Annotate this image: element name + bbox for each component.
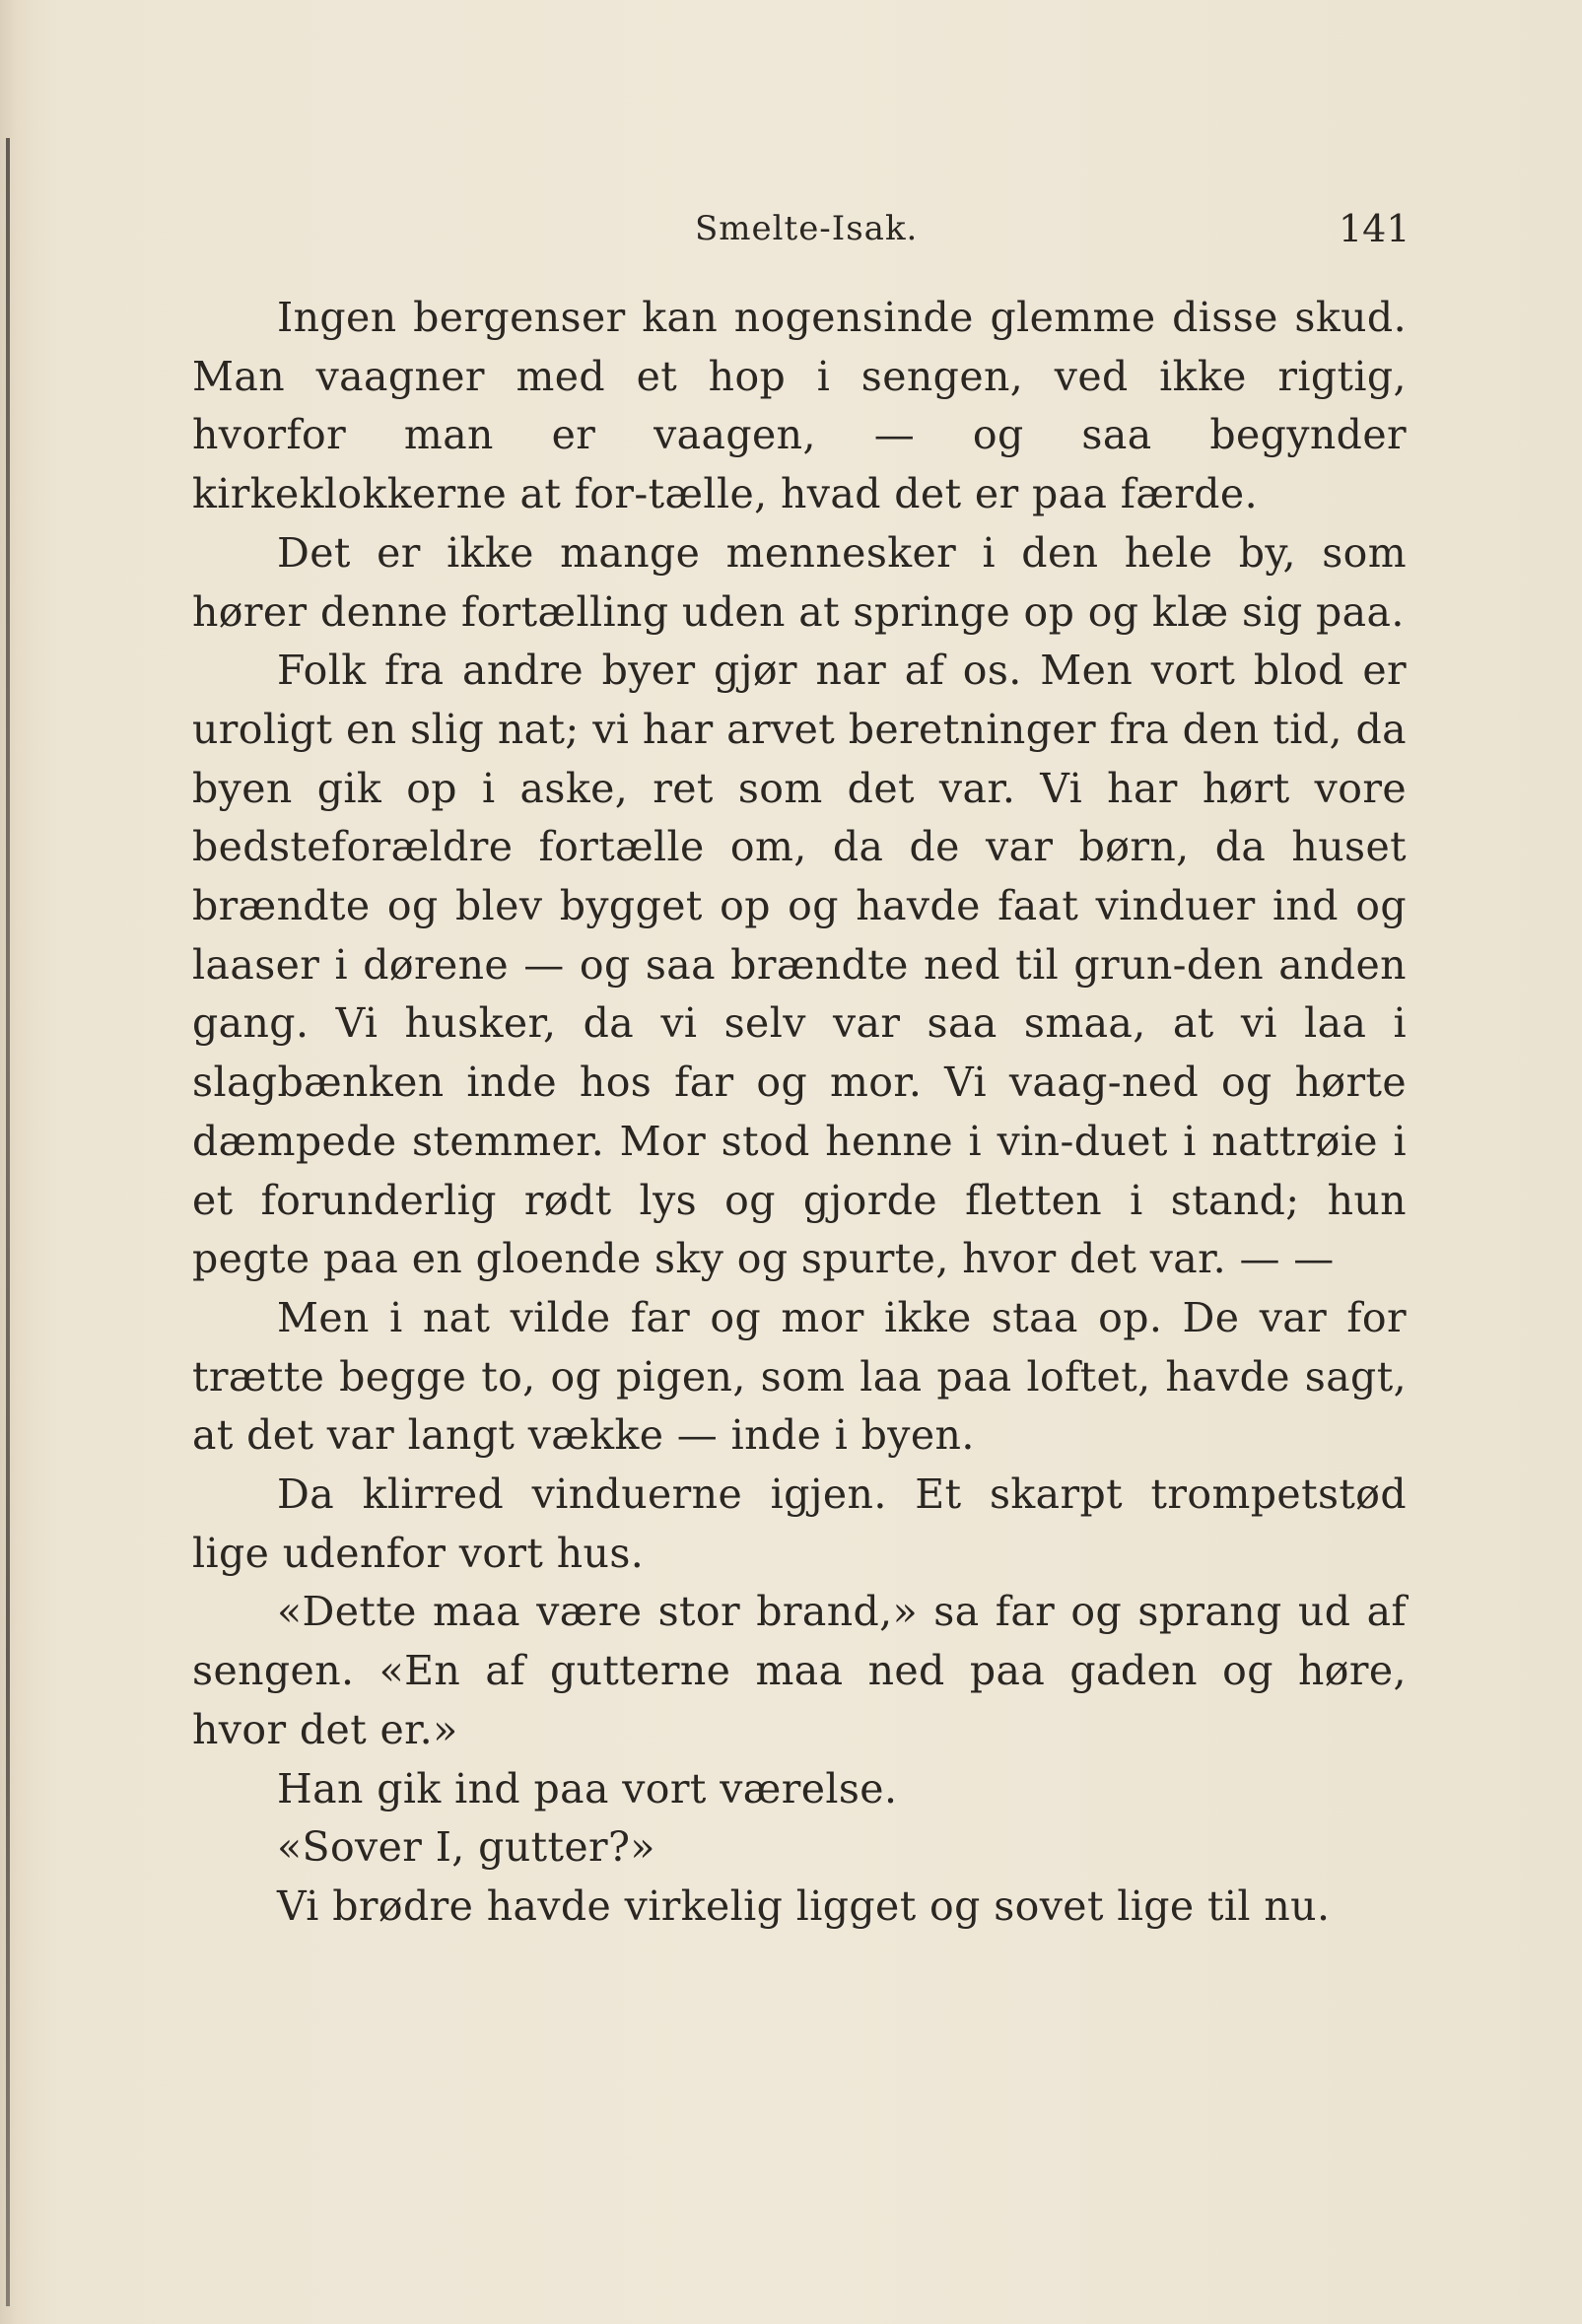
paragraph-6: «Dette maa være stor brand,» sa far og sprang ud af sengen. «En af gutterne maa ned paa gaden og høre, hvor det er.» bbox=[192, 1588, 1407, 1753]
paragraph-4: Men i nat vilde far og mor ikke staa op. De var for trætte begge to, og pigen, som laa paa loftet, havde sagt, at det var langt vække — inde i byen. bbox=[192, 1293, 1407, 1460]
paragraph-7: Han gik ind paa vort værelse. bbox=[277, 1764, 898, 1812]
page-header bbox=[0, 209, 1582, 258]
running-title: Smelte-Isak. bbox=[695, 209, 919, 248]
binding-edge bbox=[6, 138, 10, 2306]
page-number: 141 bbox=[1339, 207, 1410, 250]
paragraph-8: «Sover I, gutter?» bbox=[277, 1823, 655, 1872]
paragraph-1: Ingen bergenser kan nogensinde glemme disse skud. Man vaagner med et hop i sengen, ved ikke rigtig, hvorfor man er vaagen, — og saa begynder kirkeklokkerne at for-tælle, hvad det er paa færde. bbox=[192, 294, 1407, 518]
paragraph-3: Folk fra andre byer gjør nar af os. Men vort blod er uroligt en slig nat; vi har arvet beretninger fra den tid, da byen gik op i aske, ret som det var. Vi har hørt vore bedsteforældre fortælle om, da de var børn, da huset brændte og blev bygget op og havde faat vinduer ind og laaser i dørene — og saa brændte ned til grun-den anden gang. Vi husker, da vi selv var saa smaa, at vi laa i slagbænken inde hos far og mor. Vi vaag-ned og hørte dæmpede stemmer. Mor stod henne i vin-duet i nattrøie i et forunderlig rødt lys og gjorde fletten i stand; hun pegte paa en gloende sky og spurte, hvor det var. — — bbox=[192, 647, 1407, 1283]
paragraph-9: Vi brødre havde virkelig ligget og sovet lige til nu. bbox=[277, 1881, 1331, 1930]
paragraph-5: Da klirred vinduerne igjen. Et skarpt trompetstød lige udenfor vort hus. bbox=[192, 1470, 1407, 1577]
paragraph-2: Det er ikke mange mennesker i den hele by, som hører denne fortælling uden at springe op og klæ sig paa. bbox=[192, 528, 1407, 636]
body-text bbox=[192, 289, 1407, 1937]
